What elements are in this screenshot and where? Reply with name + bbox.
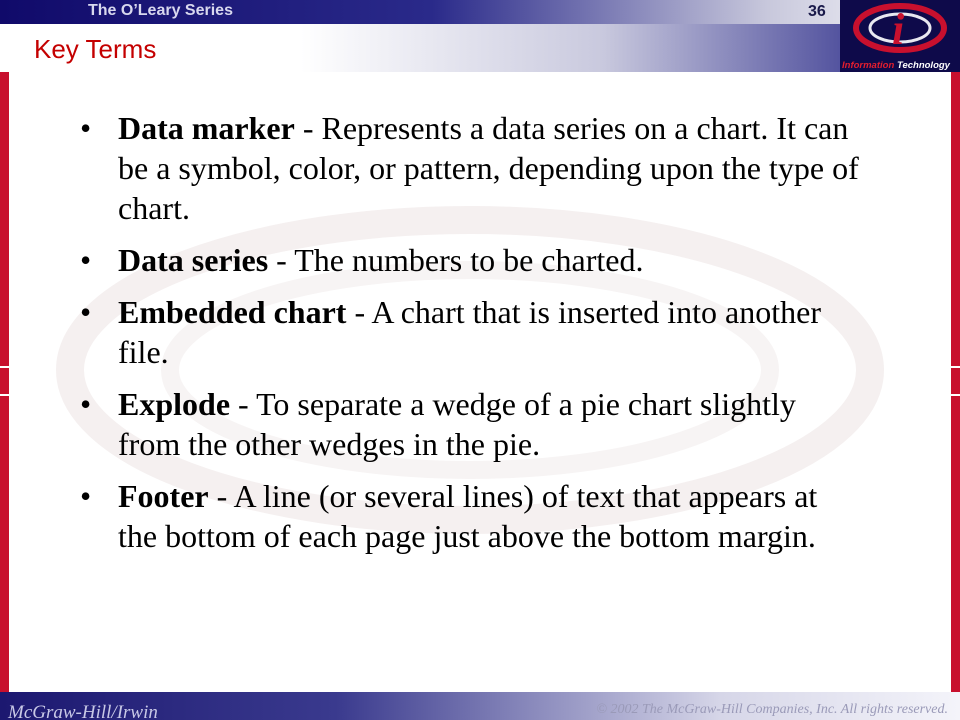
term-definition: - A line (or several lines) of text that appears at the bottom of each page just above the bottom margin. xyxy=(118,478,818,554)
bullet: • xyxy=(80,294,92,330)
term-name: Data marker xyxy=(118,110,295,146)
logo-text-information: Information xyxy=(842,60,895,71)
logo-letter: i xyxy=(892,5,905,54)
rail-tick xyxy=(0,394,9,396)
term-definition: - To separate a wedge of a pie chart slightly from the other wedges in the pie. xyxy=(118,386,796,462)
term-definition: - The numbers to be charted. xyxy=(268,242,644,278)
right-rail xyxy=(951,72,960,692)
term-definition: - Represents a data series on a chart. It can be a symbol, color, or pattern, depending upon the type of chart. xyxy=(118,110,859,226)
information-technology-logo xyxy=(840,0,960,72)
rail-tick xyxy=(951,394,960,396)
rail-tick xyxy=(951,366,960,368)
bullet: • xyxy=(80,386,92,422)
term-name: Footer xyxy=(118,478,209,514)
term-item-explode xyxy=(80,384,860,464)
page-number: 36 xyxy=(808,3,826,20)
term-definition: - A chart that is inserted into another file. xyxy=(118,294,821,370)
page-title: Key Terms xyxy=(34,34,157,64)
series-title: The O’Leary Series xyxy=(88,2,233,19)
copyright-text: © 2002 The McGraw-Hill Companies, Inc. All rights reserved. xyxy=(596,702,948,717)
term-item-data-series xyxy=(80,240,860,280)
term-name: Embedded chart xyxy=(118,294,347,330)
logo-text-technology: Technology xyxy=(897,60,950,71)
bullet: • xyxy=(80,110,92,146)
bullet: • xyxy=(80,478,92,514)
term-item-footer xyxy=(80,476,860,556)
term-name: Explode xyxy=(118,386,231,422)
terms-list xyxy=(80,108,860,568)
bullet: • xyxy=(80,242,92,278)
term-name: Data series xyxy=(118,242,269,278)
publisher-text: McGraw-Hill/Irwin xyxy=(8,702,158,720)
left-rail xyxy=(0,72,9,692)
term-item-embedded-chart xyxy=(80,292,860,372)
logo-emblem-icon xyxy=(840,0,960,72)
term-item-data-marker xyxy=(80,108,860,228)
rail-tick xyxy=(0,366,9,368)
